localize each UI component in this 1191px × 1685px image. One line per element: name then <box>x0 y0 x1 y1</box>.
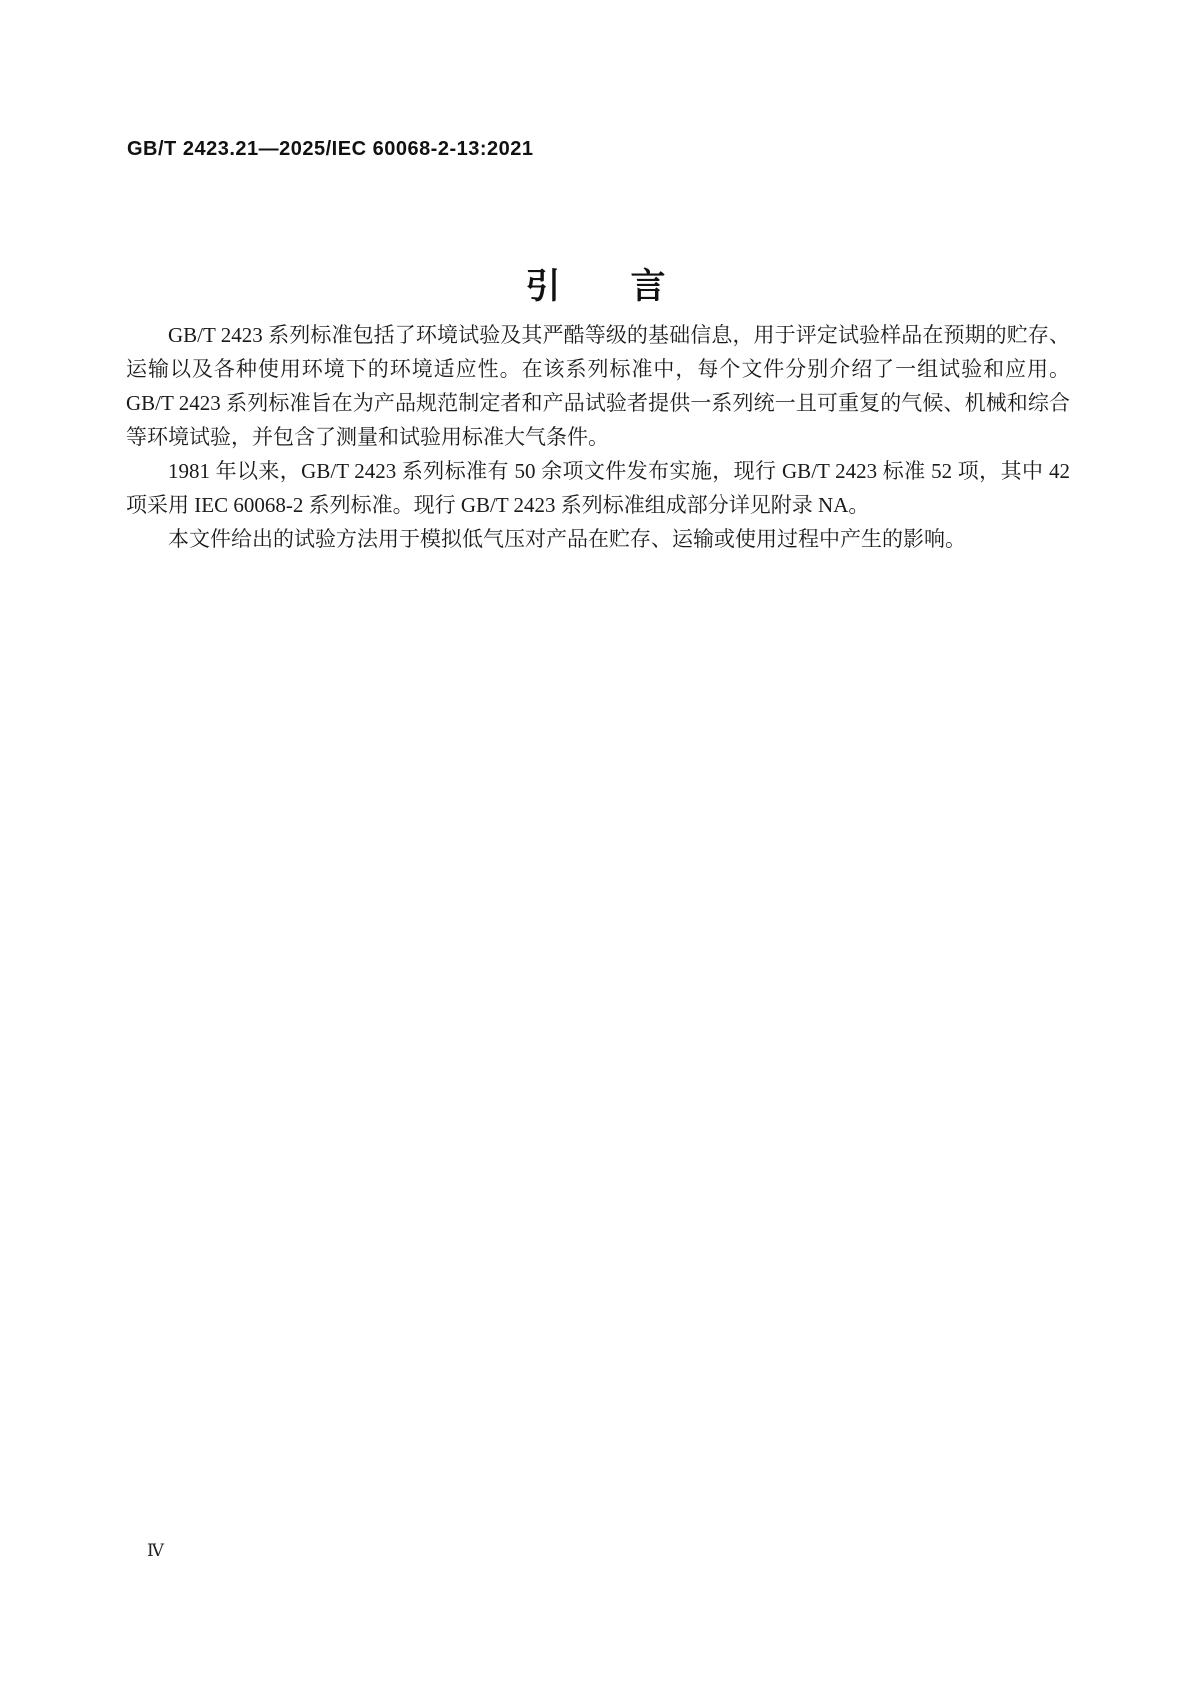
paragraph-2: 1981 年以来，GB/T 2423 系列标准有 50 余项文件发布实施，现行 GB/T 2423 标准 52 项，其中 42 项采用 IEC 60068-2 系列标准。现行 GB/T 2423 系列标准组成部分详见附录 NA。 <box>126 459 1070 517</box>
page-number: Ⅳ <box>147 1541 164 1560</box>
standard-number: GB/T 2423.21—2025/IEC 60068-2-13:2021 <box>127 138 534 160</box>
page-footer <box>147 1541 164 1561</box>
paragraph-3: 本文件给出的试验方法用于模拟低气压对产品在贮存、运输或使用过程中产生的影响。 <box>168 527 966 551</box>
document-body <box>126 318 1070 556</box>
page-title: 引 言 <box>525 267 666 308</box>
paragraph-1: GB/T 2423 系列标准包括了环境试验及其严酷等级的基础信息，用于评定试验样品在预期的贮存、运输以及各种使用环境下的环境适应性。在该系列标准中，每个文件分别介绍了一组试验和应用。GB/T 2423 系列标准旨在为产品规范制定者和产品试验者提供一系列统一且可重复的气候、机械和综合等环境试验，并包含了测量和试验用标准大气条件。 <box>126 323 1070 449</box>
document-header <box>127 138 534 161</box>
